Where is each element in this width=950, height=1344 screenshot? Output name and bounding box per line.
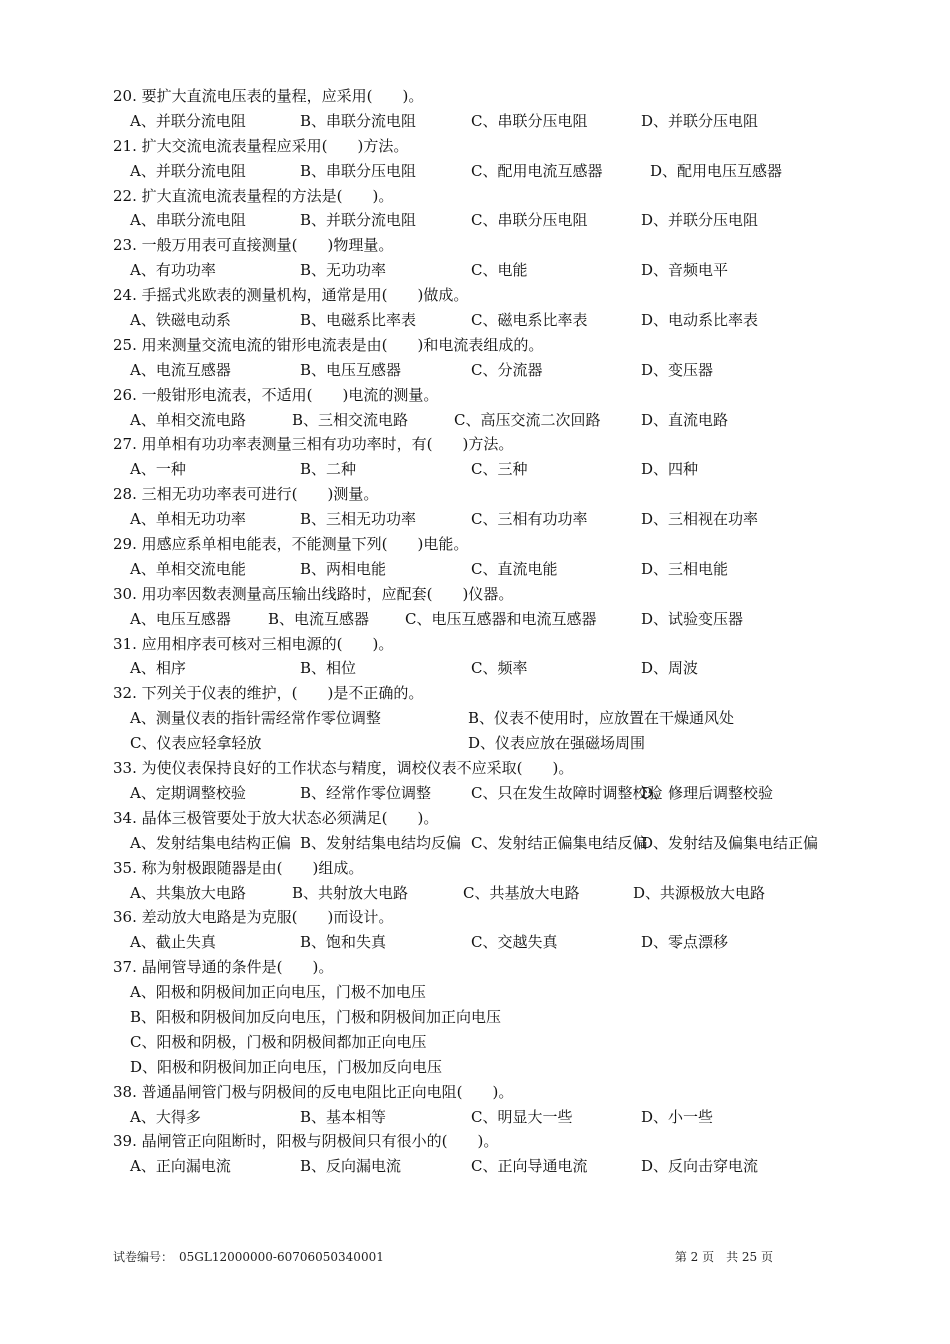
question-stem: 39. 晶闸管正向阻断时，阳极与阴极间只有很小的( )。 [113, 1132, 499, 1151]
answer-option: D、电动系比率表 [641, 311, 759, 330]
option-row [113, 159, 813, 184]
question-stem: 20. 要扩大直流电压表的量程，应采用( )。 [113, 87, 424, 105]
answer-option: B、串联分流电阻 [300, 111, 417, 130]
question-item [113, 1129, 813, 1179]
option-row [113, 881, 813, 906]
option-row [113, 781, 813, 806]
answer-option: A、有功功率 [130, 261, 216, 280]
answer-option: A、单相无功功率 [130, 510, 246, 529]
answer-option: B、无功功率 [300, 261, 387, 280]
question-item [113, 84, 813, 134]
answer-option: C、频率 [471, 659, 528, 678]
option-row [113, 706, 813, 731]
option-row [113, 457, 813, 482]
answer-option: D、四种 [641, 460, 699, 479]
answer-option: C、正向导通电流 [471, 1157, 588, 1176]
question-item [113, 184, 813, 234]
answer-option: A、正向漏电流 [130, 1157, 231, 1176]
answer-option: B、电磁系比率表 [300, 311, 417, 330]
question-stem: 24. 手摇式兆欧表的测量机构，通常是用( )做成。 [113, 286, 469, 305]
answer-option: D、直流电路 [641, 410, 729, 429]
option-row [113, 1005, 813, 1030]
answer-option: A、电流互感器 [130, 360, 231, 379]
question-item [113, 134, 813, 184]
question-stem: 22. 扩大直流电流表量程的方法是( )。 [113, 186, 394, 205]
answer-option: D、反向击穿电流 [641, 1157, 759, 1176]
question-item [113, 756, 813, 806]
answer-option: B、串联分压电阻 [300, 161, 417, 180]
question-stem: 21. 扩大交流电流表量程应采用( )方法。 [113, 136, 409, 155]
question-item [113, 432, 813, 482]
answer-option: D、三相电能 [641, 559, 729, 578]
answer-option: D、并联分压电阻 [641, 111, 759, 130]
answer-option: C、共基放大电路 [463, 883, 580, 902]
answer-option: B、三相交流电路 [292, 410, 409, 429]
option-row [113, 1154, 813, 1179]
question-stem: 25. 用来测量交流电流的钳形电流表是由( )和电流表组成的。 [113, 335, 544, 354]
question-item [113, 283, 813, 333]
option-row [113, 607, 813, 632]
answer-option: A、单相交流电能 [130, 559, 246, 578]
answer-option: A、并联分流电阻 [130, 161, 246, 180]
question-stem: 36. 差动放大电路是为克服( )而设计。 [113, 908, 394, 927]
answer-option: B、电压互感器 [300, 360, 402, 379]
answer-option: D、阳极和阴极间加正向电压，门极加反向电压 [130, 1057, 443, 1076]
question-stem: 26. 一般钳形电流表，不适用( )电流的测量。 [113, 385, 439, 404]
answer-option: C、电能 [471, 261, 528, 280]
answer-option: C、高压交流二次回路 [454, 410, 601, 429]
answer-option: B、电流互感器 [268, 609, 370, 628]
answer-option: B、基本相等 [300, 1107, 387, 1126]
page-indicator: 第 2 页 共 25 页 [674, 1250, 773, 1264]
answer-option: D、并联分压电阻 [641, 211, 759, 230]
option-row [113, 980, 813, 1005]
answer-option: A、相序 [130, 659, 186, 678]
question-stem: 34. 晶体三极管要处于放大状态必须满足( )。 [113, 808, 439, 827]
answer-option: B、仪表不使用时，应放置在干燥通风处 [468, 709, 735, 728]
answer-option: D、共源极放大电路 [633, 883, 766, 902]
answer-option: C、三相有功功率 [471, 510, 588, 529]
answer-option: A、定期调整校验 [130, 783, 246, 802]
answer-option: A、截止失真 [130, 933, 216, 952]
question-stem: 28. 三相无功功率表可进行( )测量。 [113, 485, 379, 504]
answer-option: D、发射结及偏集电结正偏 [641, 833, 819, 852]
answer-option: B、阳极和阴极间加反向电压，门极和阴极间加正向电压 [130, 1007, 502, 1026]
answer-option: B、相位 [300, 659, 357, 678]
answer-option: B、反向漏电流 [300, 1157, 402, 1176]
question-stem: 38. 普通晶闸管门极与阴极间的反电电阻比正向电阻( )。 [113, 1082, 514, 1101]
question-item [113, 856, 813, 906]
question-stem: 29. 用感应系单相电能表，不能测量下列( )电能。 [113, 535, 469, 554]
answer-option: A、电压互感器 [130, 609, 231, 628]
answer-option: B、共射放大电路 [292, 883, 409, 902]
answer-option: A、并联分流电阻 [130, 111, 246, 130]
answer-option: C、阳极和阴极，门极和阴极间都加正向电压 [130, 1032, 427, 1051]
answer-option: C、仪表应轻拿轻放 [130, 734, 262, 753]
option-row [113, 358, 813, 383]
answer-option: B、两相电能 [300, 559, 387, 578]
question-item [113, 233, 813, 283]
answer-option: C、串联分压电阻 [471, 211, 588, 230]
answer-option: B、二种 [300, 460, 357, 479]
question-item [113, 632, 813, 682]
option-row [113, 408, 813, 433]
option-row [113, 1105, 813, 1130]
answer-option: C、直流电能 [471, 559, 558, 578]
option-row [113, 731, 813, 756]
option-row [113, 930, 813, 955]
question-stem: 27. 用单相有功功率表测量三相有功功率时，有( )方法。 [113, 435, 514, 454]
question-item [113, 383, 813, 433]
answer-option: C、三种 [471, 460, 528, 479]
answer-option: C、串联分压电阻 [471, 111, 588, 130]
answer-option: D、试验变压器 [641, 609, 744, 628]
question-item [113, 806, 819, 856]
question-item [113, 681, 813, 756]
answer-option: A、发射结集电结构正偏 [130, 833, 291, 852]
question-stem: 23. 一般万用表可直接测量( )物理量。 [113, 236, 394, 255]
answer-option: D、修理后调整校验 [641, 783, 774, 802]
question-item [113, 582, 813, 632]
answer-option: D、变压器 [641, 360, 714, 379]
answer-option: D、小一些 [641, 1107, 714, 1126]
question-list [113, 84, 819, 1179]
answer-option: A、阳极和阴极间加正向电压，门极不加电压 [130, 983, 426, 1002]
answer-option: A、测量仪表的指针需经常作零位调整 [130, 709, 381, 728]
answer-option: A、一种 [130, 460, 186, 479]
answer-option: D、仪表应放在强磁场周围 [468, 734, 646, 753]
question-stem: 33. 为使仪表保持良好的工作状态与精度，调校仪表不应采取( )。 [113, 759, 574, 778]
option-row [113, 1030, 813, 1055]
answer-option: C、交越失真 [471, 933, 558, 952]
answer-option: C、配用电流互感器 [471, 161, 603, 180]
answer-option: A、单相交流电路 [130, 410, 246, 429]
question-stem: 32. 下列关于仪表的维护，( )是不正确的。 [113, 684, 424, 703]
option-row [113, 557, 813, 582]
option-row [113, 656, 813, 681]
answer-option: A、大得多 [130, 1107, 201, 1126]
answer-option: B、经常作零位调整 [300, 783, 432, 802]
answer-option: C、明显大一些 [471, 1107, 573, 1126]
answer-option: A、共集放大电路 [130, 883, 246, 902]
question-stem: 31. 应用相序表可核对三相电源的( )。 [113, 634, 394, 653]
question-item [113, 532, 813, 582]
answer-option: C、分流器 [471, 360, 543, 379]
answer-option: D、配用电压互感器 [650, 161, 783, 180]
answer-option: A、串联分流电阻 [130, 211, 246, 230]
answer-option: D、三相视在功率 [641, 510, 759, 529]
option-row [113, 831, 819, 856]
answer-option: B、饱和失真 [300, 933, 387, 952]
option-row [113, 308, 813, 333]
question-item [113, 955, 813, 1079]
answer-option: B、并联分流电阻 [300, 211, 417, 230]
answer-option: D、周波 [641, 659, 699, 678]
answer-option: B、发射结集电结均反偏 [300, 833, 462, 852]
answer-option: C、磁电系比率表 [471, 311, 588, 330]
option-row [113, 507, 813, 532]
answer-option: C、电压互感器和电流互感器 [405, 609, 597, 628]
option-row [113, 109, 813, 134]
question-item [113, 1080, 813, 1130]
question-item [113, 333, 813, 383]
option-row [113, 258, 813, 283]
answer-option: C、只在发生故障时调整校验 [471, 783, 663, 802]
question-stem: 35. 称为射极跟随器是由( )组成。 [113, 858, 364, 877]
question-stem: 30. 用功率因数表测量高压输出线路时，应配套( )仪器。 [113, 584, 514, 603]
paper-number: 试卷编号： 05GL12000000-60706050340001 [113, 1250, 384, 1264]
question-stem: 37. 晶闸管导通的条件是( )。 [113, 958, 334, 977]
question-item [113, 905, 813, 955]
answer-option: B、三相无功功率 [300, 510, 417, 529]
answer-option: D、零点漂移 [641, 933, 729, 952]
page-footer [113, 1247, 773, 1267]
question-item [113, 482, 813, 532]
answer-option: D、音频电平 [641, 261, 729, 280]
option-row [113, 208, 813, 233]
answer-option: A、铁磁电动系 [130, 311, 231, 330]
answer-option: C、发射结正偏集电结反偏 [471, 833, 648, 852]
option-row [113, 1055, 813, 1080]
